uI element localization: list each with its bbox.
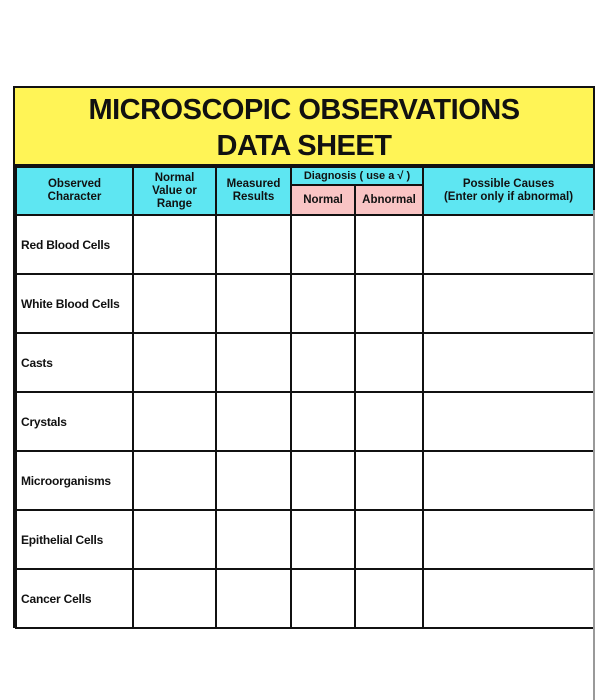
cell-measured-results[interactable] [216,333,291,392]
cell-diagnosis-abnormal[interactable] [355,510,423,569]
header-measured-results: Measured Results [216,167,291,215]
cell-normal-value[interactable] [133,333,216,392]
row-label-epithelial-cells: Epithelial Cells [16,510,133,569]
table-row [16,215,594,274]
row-label-casts: Casts [16,333,133,392]
header-abnormal: Abnormal [355,185,423,215]
observations-table [15,166,595,629]
header-normal: Normal [291,185,355,215]
cell-measured-results[interactable] [216,392,291,451]
row-label-red-blood-cells: Red Blood Cells [16,215,133,274]
page-edge-rule [593,210,595,700]
row-label-cancer-cells: Cancer Cells [16,569,133,628]
cell-normal-value[interactable] [133,569,216,628]
cell-diagnosis-normal[interactable] [291,569,355,628]
cell-measured-results[interactable] [216,569,291,628]
cell-diagnosis-normal[interactable] [291,392,355,451]
table-row [16,274,594,333]
header-possible-causes: Possible Causes (Enter only if abnormal) [423,167,594,215]
cell-diagnosis-normal[interactable] [291,215,355,274]
cell-measured-results[interactable] [216,215,291,274]
cell-diagnosis-abnormal[interactable] [355,215,423,274]
header-observed-character: Observed Character [16,167,133,215]
cell-normal-value[interactable] [133,510,216,569]
cell-diagnosis-abnormal[interactable] [355,333,423,392]
cell-possible-causes[interactable] [423,274,594,333]
cell-possible-causes[interactable] [423,451,594,510]
cell-possible-causes[interactable] [423,392,594,451]
cell-measured-results[interactable] [216,510,291,569]
table-row [16,569,594,628]
cell-normal-value[interactable] [133,274,216,333]
cell-normal-value[interactable] [133,215,216,274]
sheet-title-line-2: DATA SHEET [216,130,392,162]
row-label-crystals: Crystals [16,392,133,451]
cell-possible-causes[interactable] [423,333,594,392]
data-sheet [13,86,595,628]
table-row [16,333,594,392]
table-row [16,510,594,569]
cell-possible-causes[interactable] [423,510,594,569]
row-label-white-blood-cells: White Blood Cells [16,274,133,333]
cell-diagnosis-abnormal[interactable] [355,274,423,333]
cell-diagnosis-normal[interactable] [291,333,355,392]
header-normal-value: Normal Value or Range [133,167,216,215]
cell-possible-causes[interactable] [423,569,594,628]
cell-diagnosis-abnormal[interactable] [355,451,423,510]
row-label-microorganisms: Microorganisms [16,451,133,510]
cell-diagnosis-abnormal[interactable] [355,392,423,451]
cell-possible-causes[interactable] [423,215,594,274]
sheet-title-line-1: MICROSCOPIC OBSERVATIONS [88,94,520,126]
cell-normal-value[interactable] [133,451,216,510]
table-row [16,451,594,510]
table-row [16,392,594,451]
cell-diagnosis-normal[interactable] [291,510,355,569]
cell-diagnosis-normal[interactable] [291,451,355,510]
cell-diagnosis-abnormal[interactable] [355,569,423,628]
sheet-title [15,88,593,166]
cell-diagnosis-normal[interactable] [291,274,355,333]
header-diagnosis: Diagnosis ( use a √ ) [291,167,423,185]
cell-normal-value[interactable] [133,392,216,451]
cell-measured-results[interactable] [216,451,291,510]
cell-measured-results[interactable] [216,274,291,333]
table-header-row [16,167,594,185]
